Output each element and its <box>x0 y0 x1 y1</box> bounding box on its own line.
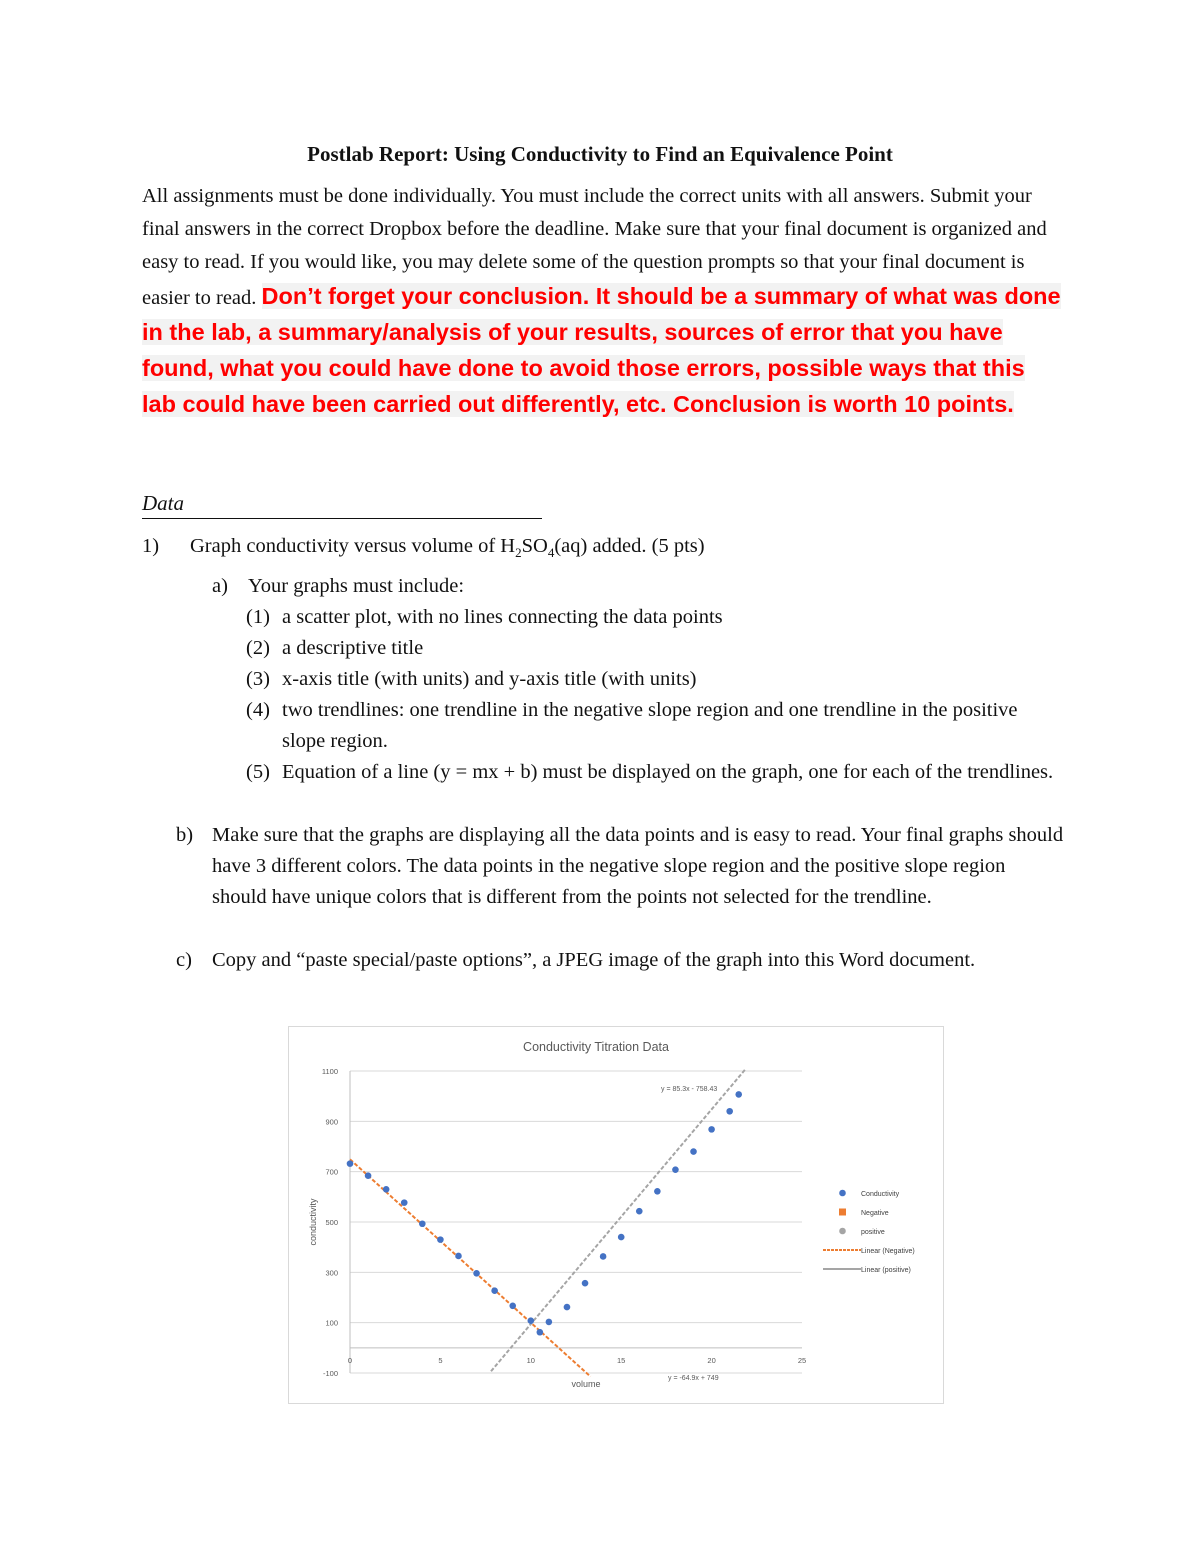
legend-label: Conductivity <box>861 1191 900 1198</box>
y-tick-label: 700 <box>325 1167 338 1177</box>
y-tick-label: 1100 <box>321 1067 338 1076</box>
data-point-conductivity <box>582 1280 589 1287</box>
item-a-marker: a) <box>212 575 228 597</box>
question-number: 1) <box>142 535 160 557</box>
data-point-conductivity <box>708 1126 715 1133</box>
x-axis-title: volume <box>571 1379 601 1389</box>
chart-title: Conductivity Titration Data <box>523 1040 669 1054</box>
intro-paragraph <box>142 180 1062 423</box>
item-c-text: Copy and “paste special/paste options”, a JPEG image of the graph into this Word document. <box>212 949 976 971</box>
equation-negative: y = -64.9x + 749 <box>668 1375 719 1382</box>
item-b-text: Make sure that the graphs are displaying all the data points and is easy to read. Your final graphs should have 3 different colors. The data points in the negative slope region and the positive slope region should have unique colors that is different from the points not selected for the trendline. <box>212 824 1064 908</box>
legend-label: Linear (positive) <box>861 1267 911 1274</box>
data-point-conductivity <box>654 1188 661 1195</box>
x-tick-label: 15 <box>617 1355 626 1365</box>
chart-image <box>288 1026 944 1404</box>
item-c-marker: c) <box>176 949 192 971</box>
y-axis-title: conductivity <box>308 1198 318 1246</box>
data-point-conductivity <box>383 1186 390 1193</box>
x-tick-label: 5 <box>438 1355 443 1365</box>
data-point-conductivity <box>618 1234 625 1241</box>
x-tick-label: 10 <box>526 1355 535 1365</box>
data-point-conductivity <box>347 1160 354 1167</box>
intro-text: All assignments must be done individually. You must include the correct units with all answers. Submit your final answers in the correct Dropbox before the deadline. Make sure that your final document is organized and easy to read. If you would like, you may delete some of the question prompts so that your final document is easier to read. <box>142 185 1047 309</box>
document-page: Postlab Report: Using Conductivity to Find an Equivalence Point All assignments must be done individually. You must include the correct units with all answers. Submit your final answers in the correct Dropbox before the deadline. Make sure that your final document is organized and easy to read. If you would like, you may delete some of the question prompts so that your final document is easier to read. Don’t forget your conclusion. It should be a summary of what was done in the lab, a summary/analysis of your results, sources of error that you have found, what you could have done to avoid those errors, possible ways that this lab could have been carried out differently, etc. Conclusion is worth 10 points. Data 1) Graph conductivity versus volume of $H_2SO_4(aq)$ added. (5 pts) a) Your graphs must include: (1) a scatter plot, with no lines connecting the data points (2) a descriptive title (3) x-axis title (with units) and y-axis title (with units) (4) two trendlines: one trendline in the negative slope region and one trendline in the positive slope region. (5) Equation of a line (y = mx + b) must be displayed on the graph, one for each of the trendlines. b) Make sure that the graphs are displaying all the data points and is easy to read. Your final graphs should have 3 different colors. The data points in the negative slope region and the positive slope region should have unique colors that is different from the points not selected for the trendline. c) Copy and “paste special/paste options”, a JPEG image of the graph into this Word document. Conductivity Titration Data -100 100 300 500 700 900 1100 0 5 10 15 20 25 volume conductivity y = 85.3x - 758.43 y = -64.9x + 749 Conductivity Negative positive Linear (Negative) Linear (positive) <box>0 0 1200 1553</box>
data-point-conductivity <box>528 1317 535 1324</box>
data-point-conductivity <box>537 1329 544 1336</box>
data-point-conductivity <box>546 1319 553 1326</box>
section-heading-data: Data <box>142 491 542 519</box>
data-point-conductivity <box>473 1270 480 1277</box>
legend-marker <box>839 1209 846 1216</box>
conclusion-warning: Don’t forget your conclusion. It should be a summary of what was done in the lab, a summary/analysis of your results, sources of error that you have found, what you could have done to avoid those errors, possible ways that this lab could have been carried out differently, etc. Conclusion is worth 10 points. <box>142 283 1061 417</box>
x-tick-label: 25 <box>797 1355 807 1365</box>
y-tick-label: 500 <box>325 1218 338 1227</box>
data-point-conductivity <box>735 1091 742 1098</box>
data-point-conductivity <box>636 1208 643 1215</box>
equation-positive: y = 85.3x - 758.43 <box>661 1086 718 1093</box>
y-tick-label: 100 <box>325 1318 338 1328</box>
data-point-conductivity <box>564 1304 571 1311</box>
data-point-conductivity <box>365 1172 372 1179</box>
data-point-conductivity <box>672 1166 679 1173</box>
x-tick-label: 20 <box>707 1355 716 1365</box>
legend-marker <box>839 1190 846 1197</box>
data-point-conductivity <box>509 1303 516 1310</box>
data-point-conductivity <box>491 1287 498 1294</box>
data-point-conductivity <box>419 1220 426 1227</box>
legend-marker <box>839 1228 846 1235</box>
question-text: Graph conductivity versus volume of $H_2SO_4(aq)$ added. (5 pts) <box>190 535 705 561</box>
x-tick-label: 0 <box>347 1355 353 1365</box>
legend-label: positive <box>861 1229 885 1236</box>
data-point-conductivity <box>455 1253 462 1260</box>
y-tick-label: 300 <box>325 1268 338 1278</box>
item-a-text: Your graphs must include: <box>248 575 465 597</box>
data-point-conductivity <box>726 1108 733 1115</box>
item-b-marker: b) <box>176 824 194 846</box>
page-title: Postlab Report: Using Conductivity to Find an Equivalence Point <box>307 142 893 166</box>
data-point-conductivity <box>401 1199 408 1206</box>
data-point-conductivity <box>600 1253 607 1260</box>
y-tick-label: 900 <box>325 1117 338 1127</box>
y-tick-label: -100 <box>322 1369 338 1378</box>
conductivity-chart <box>289 1027 943 1403</box>
data-point-conductivity <box>690 1148 697 1155</box>
trendline-positive <box>491 1069 746 1372</box>
data-point-conductivity <box>437 1236 444 1243</box>
legend-label: Negative <box>861 1210 889 1217</box>
legend-label: Linear (Negative) <box>861 1248 915 1255</box>
